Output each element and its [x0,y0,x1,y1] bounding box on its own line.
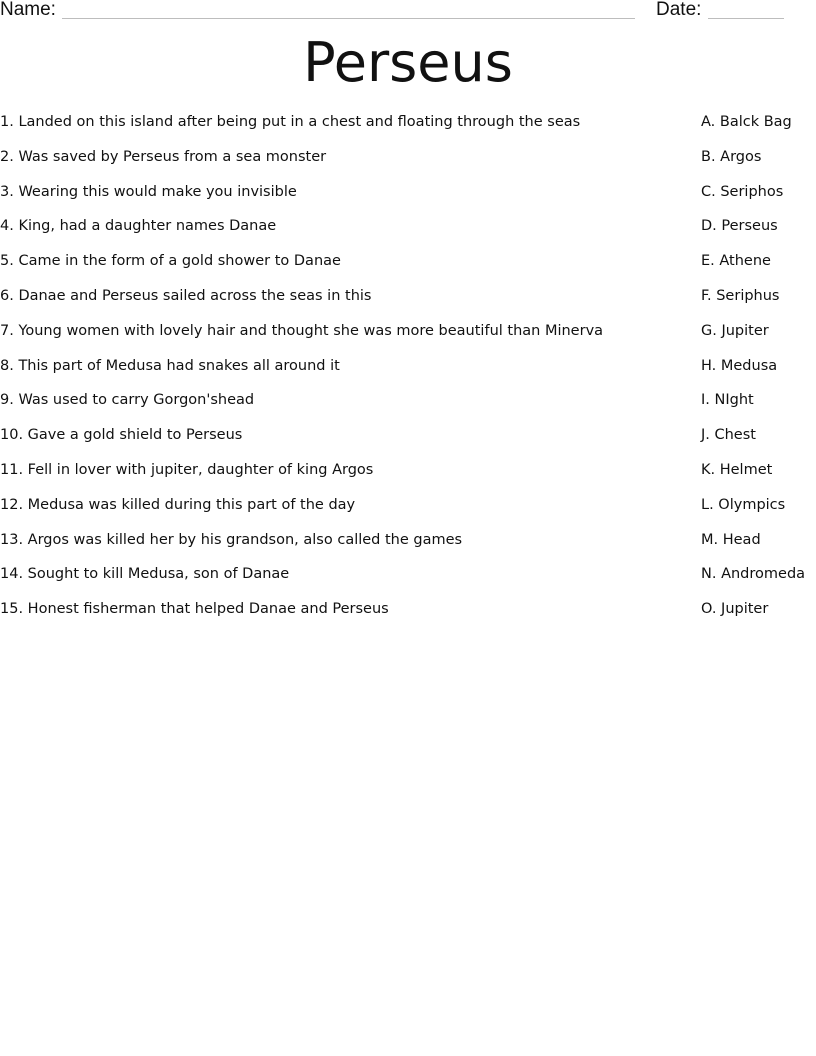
clue-text: 4. King, had a daughter names Danae [0,218,277,235]
answer-option: G. Jupiter [701,322,769,339]
matching-row [0,214,816,249]
page-title: Perseus [303,31,513,94]
matching-row [0,388,816,423]
answer-option: M. Head [701,531,761,548]
matching-row [0,597,816,632]
clue-text: 6. Danae and Perseus sailed across the seas in this [0,287,372,304]
matching-row [0,562,816,597]
matching-list [0,110,816,632]
matching-row [0,493,816,528]
answer-option: A. Balck Bag [701,114,792,130]
answer-option: L. Olympics [701,496,786,513]
answer-option: I. NIght [701,392,754,409]
clue-text: 7. Young women with lovely hair and thought she was more beautiful than Minerva [0,322,604,339]
matching-row [0,528,816,563]
clue-text: 9. Was used to carry Gorgon'shead [0,392,255,409]
matching-row [0,319,816,354]
answer-option: K. Helmet [701,461,773,478]
clue-text: 2. Was saved by Perseus from a sea monster [0,148,327,165]
answer-option: D. Perseus [701,218,778,235]
clue-text: 12. Medusa was killed during this part of the day [0,496,356,513]
date-blank-line [708,18,784,19]
clue-text: 8. This part of Medusa had snakes all around it [0,357,340,374]
clue-text: 11. Fell in lover with jupiter, daughter of king Argos [0,461,374,478]
clue-text: 15. Honest fisherman that helped Danae and Perseus [0,601,389,618]
answer-option: H. Medusa [701,357,778,374]
matching-row [0,354,816,389]
matching-row [0,110,816,145]
clue-text: 13. Argos was killed her by his grandson, also called the games [0,531,463,548]
clue-text: 5. Came in the form of a gold shower to Danae [0,253,341,270]
name-blank-line [62,18,635,19]
clue-text: 1. Landed on this island after being put in a chest and floating through the seas [0,114,581,130]
matching-row [0,284,816,319]
answer-option: F. Seriphus [701,287,780,304]
name-label: Name: [0,0,56,20]
worksheet-header [0,0,816,24]
answer-option: E. Athene [701,253,771,270]
matching-row [0,145,816,180]
clue-text: 3. Wearing this would make you invisible [0,183,297,200]
matching-row [0,458,816,493]
answer-option: J. Chest [701,427,756,444]
matching-row [0,180,816,215]
matching-row [0,249,816,284]
clue-text: 10. Gave a gold shield to Perseus [0,427,243,444]
answer-option: B. Argos [701,148,762,165]
clue-text: 14. Sought to kill Medusa, son of Danae [0,566,290,583]
answer-option: N. Andromeda [701,566,806,583]
answer-option: O. Jupiter [701,601,769,618]
matching-row [0,423,816,458]
answer-option: C. Seriphos [701,183,784,200]
date-label: Date: [656,0,702,20]
